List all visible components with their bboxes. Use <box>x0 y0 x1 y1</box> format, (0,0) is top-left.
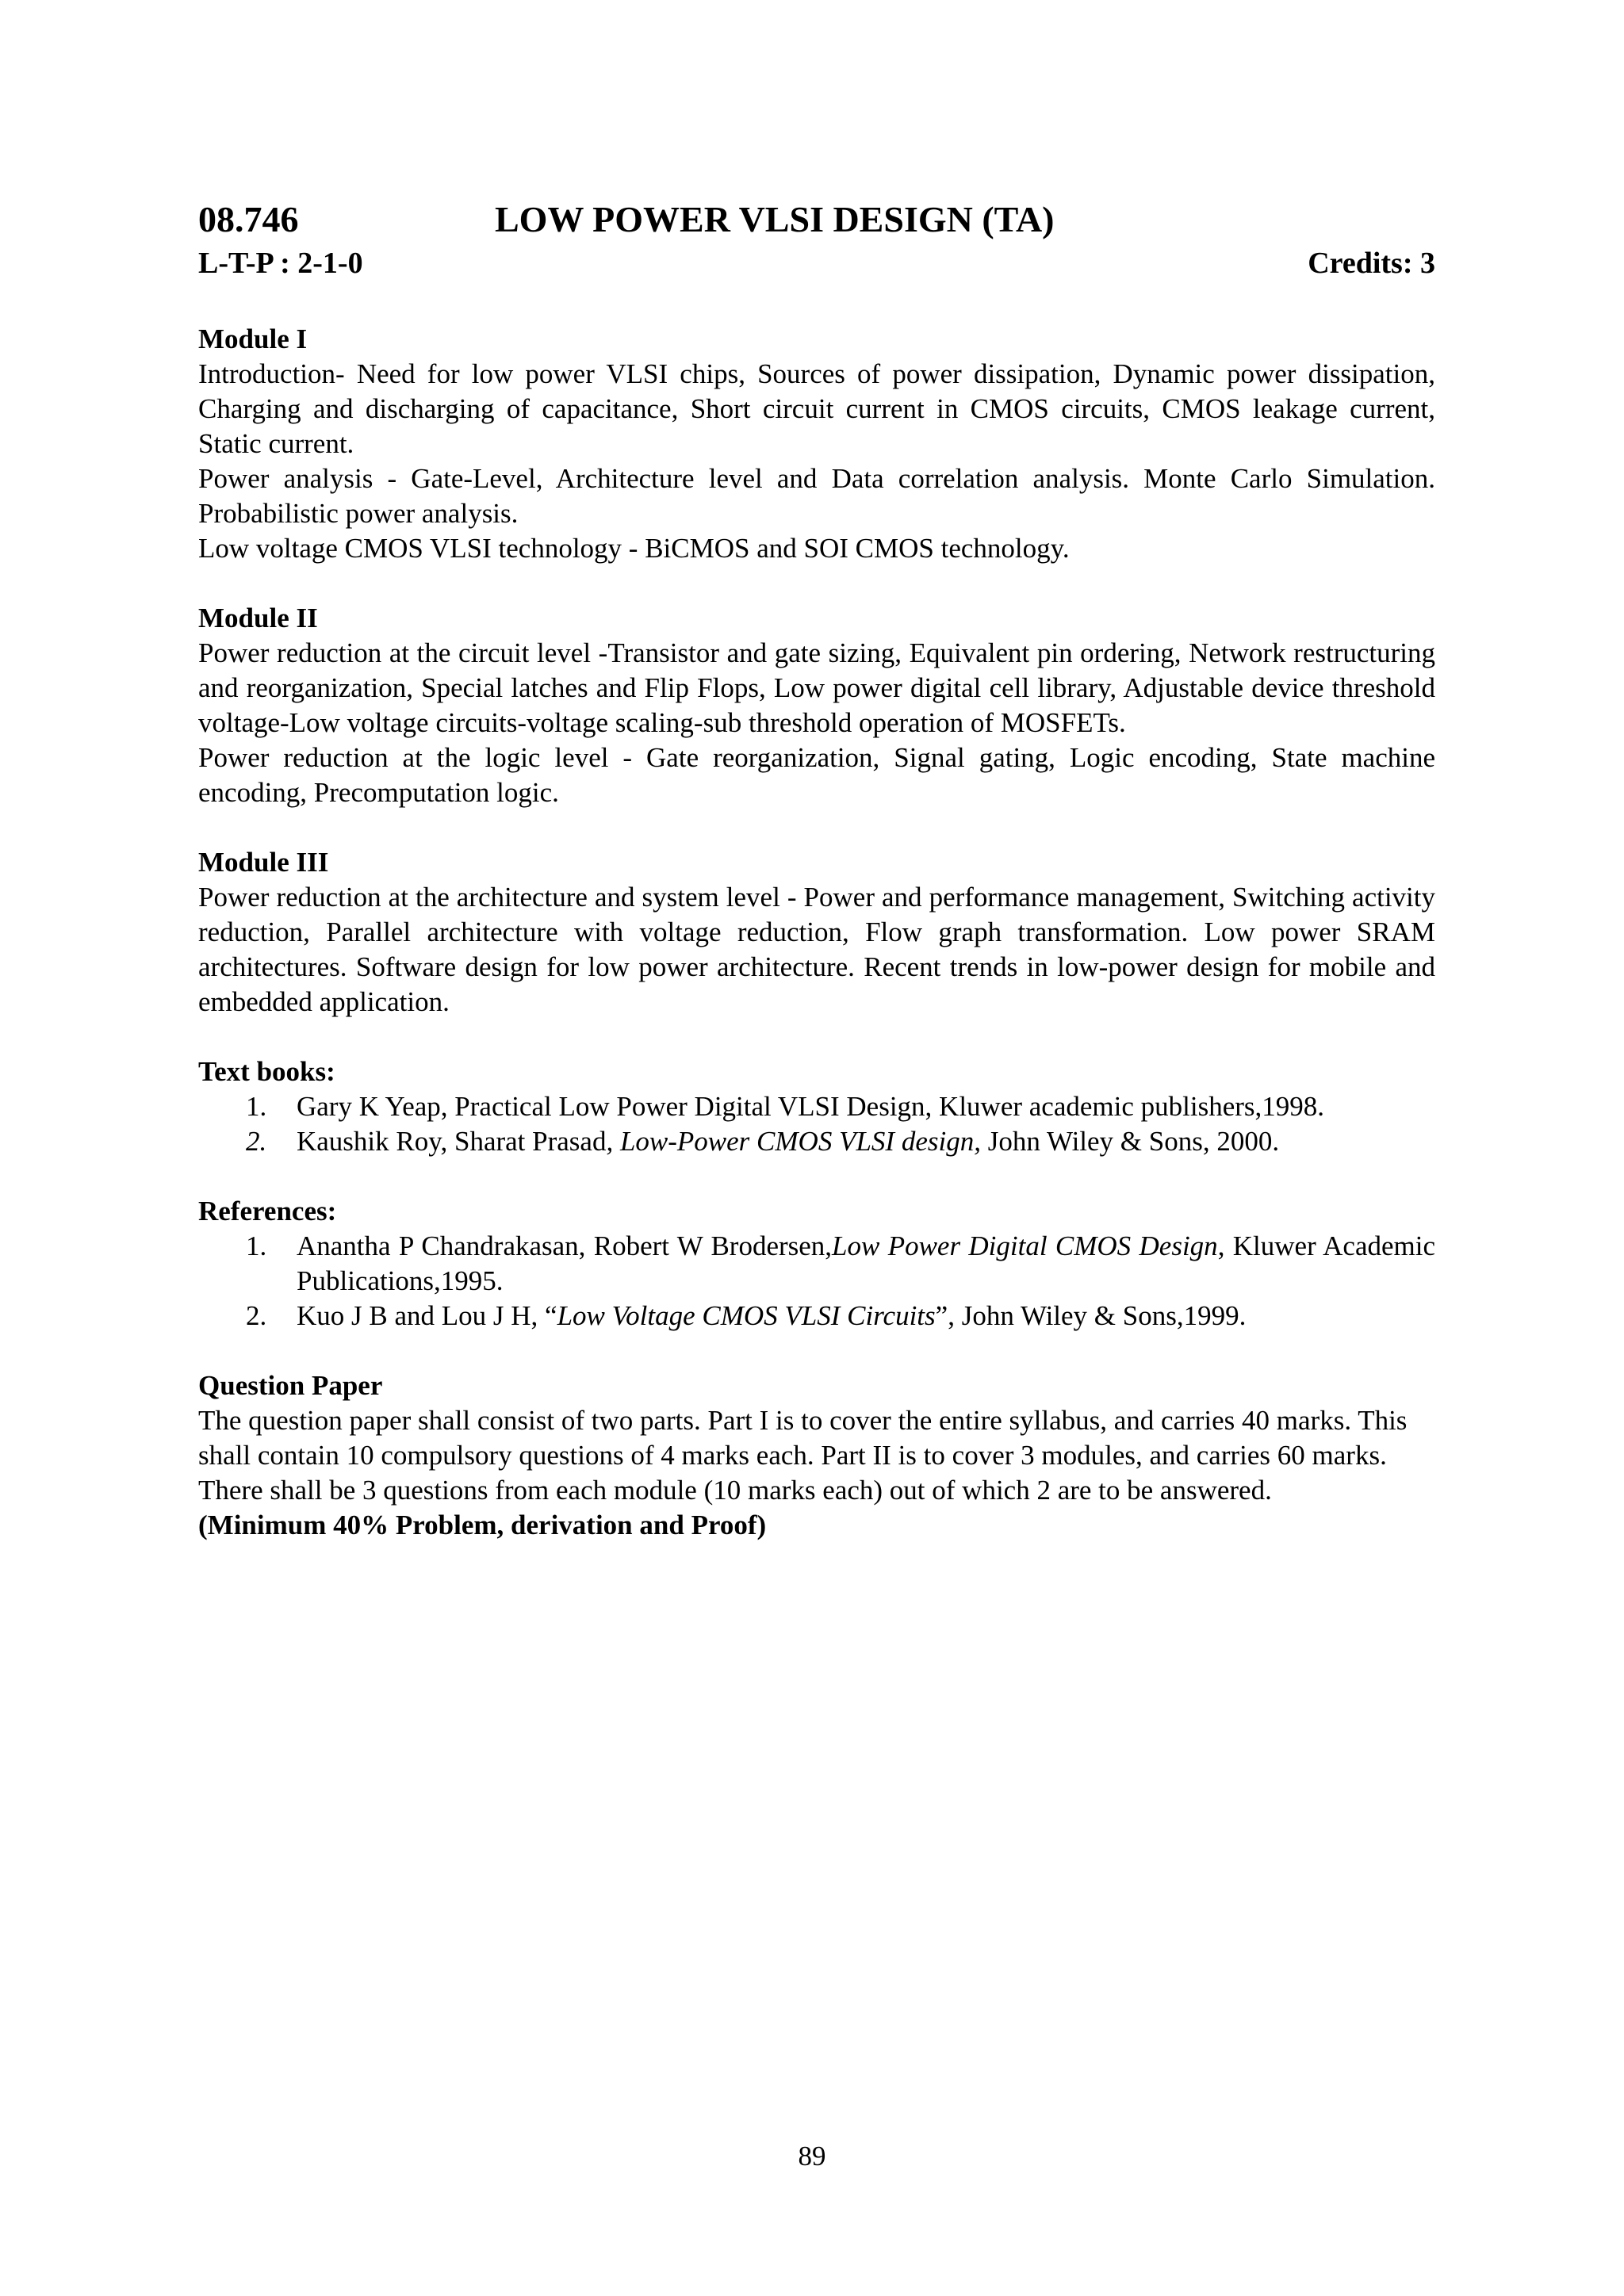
list-item-text: John Wiley & Sons, 2000. <box>980 1126 1280 1157</box>
textbooks-list <box>198 1089 1435 1159</box>
list-item-text: , Kluwer Academic Publications,1995. <box>297 1230 1436 1296</box>
list-item-text: Gary K Yeap, Practical Low Power Digital VLSI Design, Kluwer academic publishers,1998. <box>297 1091 1325 1122</box>
module-3 <box>198 845 1435 1020</box>
module-2-paragraph: Power reduction at the circuit level -Transistor and gate sizing, Equivalent pin ordering, Network restructuring and reorganization, Special latches and Flip Flops, Low power digital cell library, Adjustable device threshold voltage-Low voltage circuits-voltage scaling-sub threshold operation of MOSFETs. <box>198 637 1435 738</box>
list-item-text: Anantha P Chandrakasan, Robert W Brodersen, <box>297 1230 833 1261</box>
syllabus-page <box>198 198 1435 1543</box>
module-2 <box>198 601 1435 810</box>
references-section <box>198 1194 1435 1334</box>
list-item <box>198 1124 1435 1159</box>
question-paper-note: (Minimum 40% Problem, derivation and Proof) <box>198 1510 767 1540</box>
question-paper-section <box>198 1368 1435 1543</box>
module-3-heading: Module III <box>198 847 329 878</box>
references-heading: References: <box>198 1196 337 1226</box>
book-title: Low Voltage CMOS VLSI Circuits <box>557 1300 936 1331</box>
list-item-number: 2. <box>246 1126 267 1157</box>
course-code: 08.746 <box>198 199 299 239</box>
question-paper-heading: Question Paper <box>198 1370 383 1401</box>
page-number: 89 <box>798 2141 826 2172</box>
course-title: LOW POWER VLSI DESIGN (TA) <box>495 199 1055 239</box>
list-item-text: Kuo J B and Lou J H, “ <box>297 1300 557 1331</box>
list-item <box>198 1089 1435 1124</box>
module-2-heading: Module II <box>198 603 318 633</box>
list-item-number: 1. <box>246 1230 267 1261</box>
course-header <box>198 198 1435 246</box>
list-item-text: ”, John Wiley & Sons,1999. <box>935 1300 1247 1331</box>
module-1-paragraph: Power analysis - Gate-Level, Architecture level and Data correlation analysis. Monte Carlo Simulation. Probabilistic power analysis. <box>198 463 1435 529</box>
course-meta <box>198 246 1435 287</box>
list-item <box>198 1299 1435 1334</box>
module-1-paragraph: Low voltage CMOS VLSI technology - BiCMOS and SOI CMOS technology. <box>198 533 1070 564</box>
ltp-label: L-T-P : 2-1-0 <box>198 247 363 280</box>
module-1 <box>198 322 1435 566</box>
list-item-text: Kaushik Roy, Sharat Prasad <box>297 1126 607 1157</box>
list-item-number: 1. <box>246 1091 267 1122</box>
book-title: , Low-Power CMOS VLSI design, <box>606 1126 981 1157</box>
module-1-paragraph: Introduction- Need for low power VLSI chips, Sources of power dissipation, Dynamic power dissipation, Charging and discharging of capacitance, Short circuit current in CMOS circuits, CMOS leakage current, Static current. <box>198 358 1435 459</box>
list-item-number: 2. <box>246 1300 267 1331</box>
question-paper-text: The question paper shall consist of two parts. Part I is to cover the entire syllabus, and carries 40 marks. This shall contain 10 compulsory questions of 4 marks each. Part II is to cover 3 modules, and carries 60 marks. There shall be 3 questions from each module (10 marks each) out of which 2 are to be answered. <box>198 1405 1408 1506</box>
module-1-heading: Module I <box>198 323 308 354</box>
module-2-paragraph: Power reduction at the logic level - Gate reorganization, Signal gating, Logic encoding, State machine encoding, Precomputation logic. <box>198 742 1435 808</box>
references-list <box>198 1229 1435 1334</box>
module-3-paragraph: Power reduction at the architecture and system level - Power and performance management, Switching activity reduction, Parallel architecture with voltage reduction, Flow graph transformation. Low power SRAM architectures. Software design for low power architecture. Recent trends in low-power design for mobile and embedded application. <box>198 882 1435 1017</box>
credits-label: Credits: 3 <box>1308 247 1435 280</box>
textbooks-section <box>198 1054 1435 1159</box>
textbooks-heading: Text books: <box>198 1056 335 1087</box>
book-title: Low Power Digital CMOS Design <box>832 1230 1218 1261</box>
list-item <box>198 1229 1435 1299</box>
